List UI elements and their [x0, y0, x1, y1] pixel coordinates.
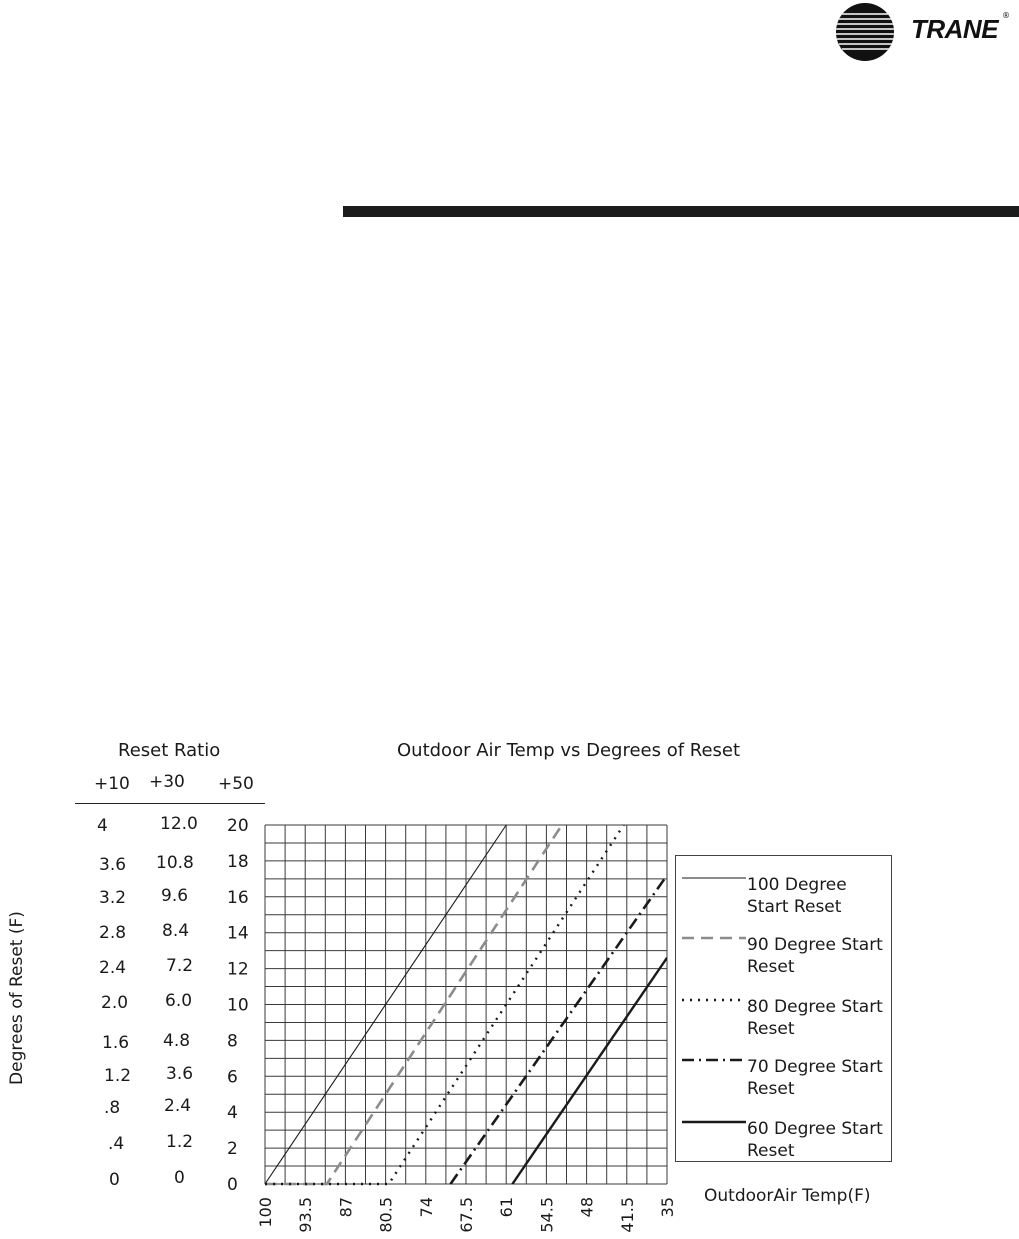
- legend-label: 100 Degree Start Reset: [747, 875, 847, 917]
- ratio-value-10: 4: [97, 816, 108, 836]
- ratio-value-30: 6.0: [165, 991, 193, 1011]
- ratio-value-10: .8: [104, 1098, 121, 1118]
- x-tick-label: 67.5: [457, 1197, 476, 1233]
- y-tick-label: 16: [227, 887, 249, 908]
- series-line-4: [451, 875, 668, 1184]
- chart-grid: [265, 825, 667, 1184]
- y-tick-label: 4: [227, 1103, 238, 1124]
- legend-swatch: [682, 1120, 746, 1124]
- x-tick-label: 93.5: [296, 1197, 316, 1233]
- series-line-5: [512, 958, 667, 1184]
- legend-swatch: [682, 998, 746, 1002]
- legend-item: [676, 988, 891, 1038]
- ratio-value-30: 10.8: [156, 853, 194, 873]
- legend-swatch: [682, 936, 746, 940]
- y-tick-label: 6: [227, 1067, 238, 1088]
- ratio-column-50: +50: [218, 774, 254, 794]
- y-tick-label: 2: [227, 1139, 238, 1160]
- ratio-value-30: 1.2: [166, 1132, 194, 1152]
- x-tick-label: 41.5: [617, 1197, 637, 1233]
- y-tick-label: 10: [227, 995, 249, 1016]
- y-tick-label: 14: [227, 923, 249, 944]
- ratio-value-30: 7.2: [166, 956, 194, 976]
- legend-item: [676, 1110, 891, 1160]
- legend-label: 60 Degree Start Reset: [747, 1119, 883, 1161]
- ratio-value-10: 0: [109, 1170, 120, 1190]
- legend-item: [676, 866, 891, 916]
- legend-label: 70 Degree Start Reset: [747, 1057, 883, 1099]
- ratio-value-30: 3.6: [166, 1064, 194, 1084]
- ratio-value-30: 9.6: [161, 886, 189, 906]
- ratio-value-30: 8.4: [162, 921, 190, 941]
- ratio-value-30: 12.0: [160, 814, 198, 834]
- ratio-value-10: 2.0: [101, 993, 129, 1013]
- y-tick-label: 18: [227, 851, 249, 872]
- legend-swatch: [682, 1058, 746, 1062]
- x-tick-label: 35: [658, 1197, 677, 1218]
- x-tick-label: 54.5: [537, 1197, 557, 1233]
- y-axis-label: Degrees of Reset (F): [7, 911, 27, 1085]
- ratio-column-10: +10: [94, 774, 130, 794]
- ratio-value-10: 2.8: [99, 923, 127, 943]
- legend-label: 90 Degree Start Reset: [747, 935, 883, 977]
- ratio-value-10: 2.4: [99, 958, 127, 978]
- legend-label: 80 Degree Start Reset: [747, 997, 883, 1039]
- x-tick-label: 87: [336, 1197, 356, 1218]
- ratio-value-10: 1.6: [102, 1033, 130, 1053]
- x-tick-label: 48: [577, 1197, 597, 1218]
- y-tick-label: 8: [227, 1031, 238, 1052]
- reset-ratio-header: Reset Ratio: [118, 740, 221, 761]
- ratio-value-30: 2.4: [164, 1096, 192, 1116]
- y-tick-label: 0: [227, 1175, 238, 1195]
- x-tick-label: 100: [256, 1197, 275, 1228]
- y-tick-label: 12: [227, 959, 249, 980]
- ratio-value-10: 3.2: [99, 888, 127, 908]
- x-tick-label: 74: [416, 1197, 436, 1218]
- ratio-column-30: +30: [149, 772, 185, 792]
- ratio-value-10: 1.2: [104, 1066, 132, 1086]
- legend-item: [676, 1048, 891, 1098]
- chart-legend: [675, 855, 892, 1162]
- y-tick-label: 20: [227, 816, 249, 836]
- ratio-value-10: 3.6: [99, 855, 127, 875]
- ratio-value-30: 0: [174, 1168, 185, 1188]
- ratio-value-10: .4: [108, 1134, 125, 1154]
- legend-item: [676, 926, 891, 976]
- legend-swatch: [682, 876, 746, 880]
- brand-name: TRANE: [911, 14, 999, 44]
- registered-mark: ®: [1002, 11, 1010, 20]
- x-axis-label: OutdoorAir Temp(F): [704, 1186, 871, 1206]
- x-tick-label: 80.5: [376, 1197, 396, 1233]
- x-tick-label: 61: [497, 1197, 517, 1218]
- chart-title: Outdoor Air Temp vs Degrees of Reset: [397, 740, 741, 761]
- ratio-value-30: 4.8: [163, 1031, 191, 1051]
